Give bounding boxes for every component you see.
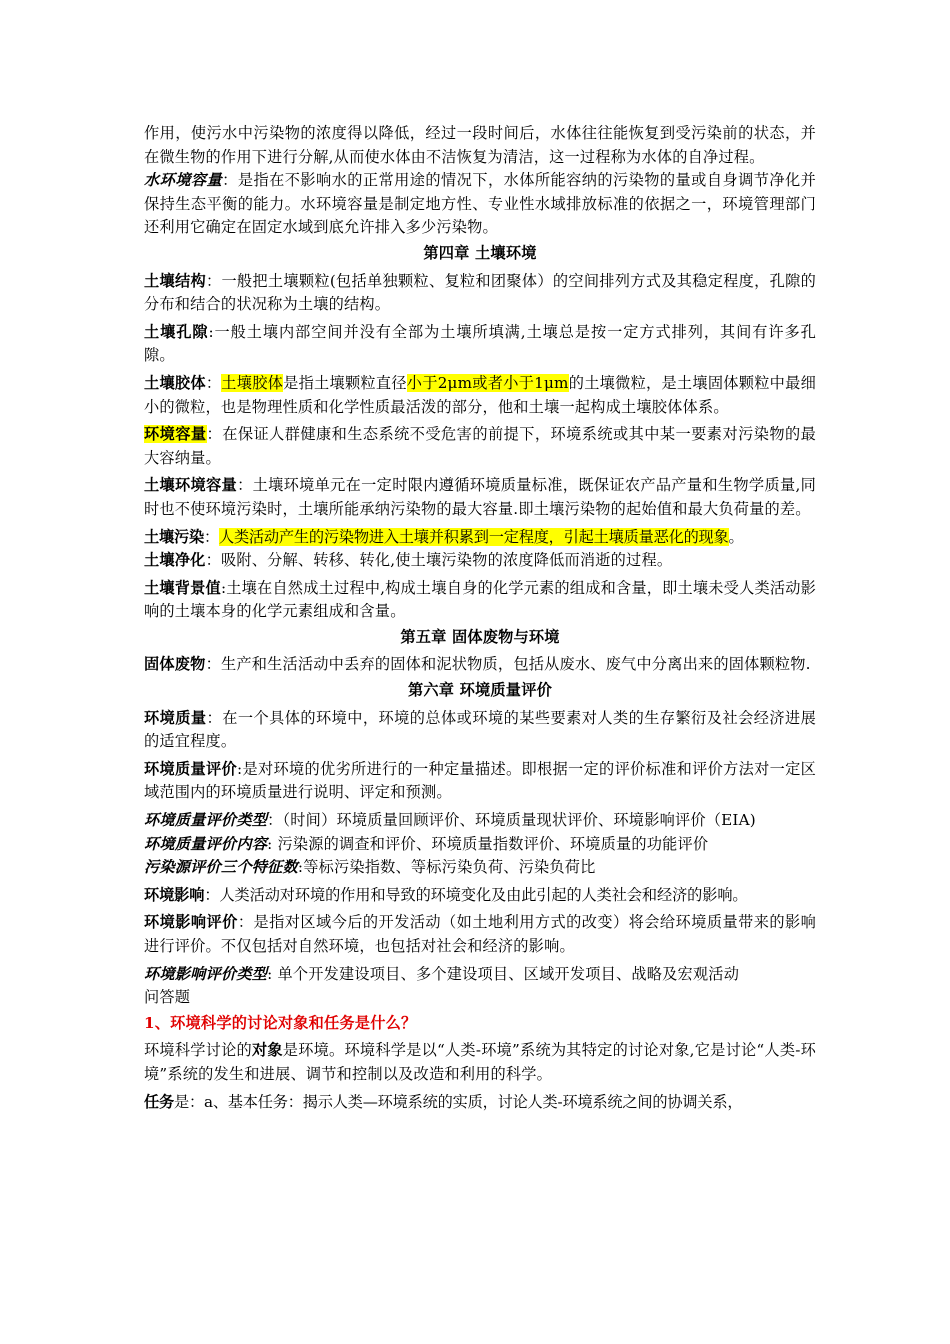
def-soil-structure: 土壤结构：一般把土壤颗粒(包括单独颗粒、复粒和团聚体）的空间排列方式及其稳定程度，孔隙的分布和结合的状况称为土壤的结构。	[144, 271, 816, 314]
def-soil-env-capacity: 土壤环境容量：土壤环境单元在一定时限内遵循环境质量标准，既保证农产品产量和生物学质量,同时也不使环境污染时，土壤所能承纳污染物的最大容量.即土壤污染物的起始值和最大负荷量的差。	[144, 476, 817, 518]
highlight: 土壤胶体	[221, 373, 284, 392]
def-soil-purification: 土壤净化：吸附、分解、转移、转化,使土壤污染物的浓度降低而消逝的过程。	[144, 551, 673, 570]
highlight: 小于2μm或者小于1μm	[406, 373, 569, 392]
term: 土壤环境容量	[144, 476, 238, 495]
term: 土壤胶体	[144, 373, 206, 392]
term: 环境影响评价	[144, 913, 238, 932]
answer-object: 环境科学讨论的对象是环境。环境科学是以“人类-环境”系统为其特定的讨论对象,它是讨论“人类-环境”系统的发生和进展、调节和控制以及改造和利用的科学。	[144, 1041, 816, 1083]
term: 环境容量	[144, 425, 207, 444]
def-water-env-capacity: 水环境容量：是指在不影响水的正常用途的情况下，水体所能容纳的污染物的量或自身调节净化并保持生态平衡的能力。水环境容量是制定地方性、专业性水域排放标准的依据之一，环境管理部门还利用它确定在固定水域到底允许排入多少污染物。	[144, 171, 817, 237]
term: 环境质量评价内容	[144, 834, 268, 853]
term: 水环境容量	[144, 171, 223, 190]
def-env-quality: 环境质量：在一个具体的环境中，环境的总体或环境的某些要素对人类的生存繁衍及社会经济进展的适宜程度。	[144, 708, 816, 751]
term: 环境质量评价	[144, 759, 238, 778]
term: 污染源评价三个特征数	[144, 858, 298, 877]
def-assessment-content: 环境质量评价内容: 污染源的调查和评价、环境质量指数评价、环境质量的功能评价	[144, 834, 709, 853]
term: 土壤净化	[144, 551, 206, 570]
def-assessment-types: 环境质量评价类型：（时间）环境质量回顾评价、环境质量现状评价、环境影响评价（EIA)	[144, 811, 756, 830]
term: 任务	[144, 1092, 174, 1111]
def-env-quality-assessment: 环境质量评价:是对环境的优劣所进行的一种定量描述。即根据一定的评价标准和评价方法对一定区域范围内的环境质量进行说明、评定和预测。	[144, 759, 817, 802]
chapter-4-heading: 第四章 土壤环境	[423, 243, 537, 262]
term: 环境质量	[144, 708, 207, 727]
def-soil-pollution: 土壤污染：人类活动产生的污染物进入土壤并积累到一定程度，引起土壤质量恶化的现象。	[144, 527, 744, 546]
def-env-capacity: 环境容量：在保证人群健康和生态系统不受危害的前提下，环境系统或其中某一要素对污染物的最大容纳量。	[144, 425, 816, 467]
question-1: 1、环境科学的讨论对象和任务是什么？	[144, 1013, 417, 1032]
term: 环境影响	[144, 885, 205, 904]
def-eia: 环境影响评价：是指对区域今后的开发活动（如土地利用方式的改变）将会给环境质量带来的影响进行评价。不仅包括对自然环境，也包括对社会和经济的影响。	[144, 913, 817, 955]
document-page	[144, 122, 816, 1114]
term: 土壤背景值	[144, 578, 221, 597]
term: 环境质量评价类型	[144, 811, 268, 830]
def-env-impact: 环境影响：人类活动对环境的作用和导致的环境变化及由此引起的人类社会和经济的影响。	[144, 885, 748, 904]
term: 固体废物	[144, 655, 206, 674]
answer-tasks: 任务是：a、基本任务：揭示人类—环境系统的实质，讨论人类-环境系统之间的协调关系，	[144, 1092, 743, 1111]
term: 土壤结构	[144, 271, 206, 290]
def-soil-pores: 土壤孔隙:一般土壤内部空间并没有全部为土壤所填满,土壤总是按一定方式排列，其间有许多孔隙。	[144, 322, 816, 365]
bold-word: 对象	[251, 1041, 283, 1060]
chapter-6-heading: 第六章 环境质量评价	[408, 681, 552, 700]
def-soil-colloid: 土壤胶体：土壤胶体是指土壤颗粒直径小于2μm或者小于1μm的土壤微粒，是土壤固体颗粒中最细小的微粒，也是物理性质和化学性质最活泼的部分，他和土壤一起构成土壤胶体体系。	[144, 373, 816, 416]
def-eia-types: 环境影响评价类型: 单个开发建设项目、多个建设项目、区域开发项目、战略及宏观活动	[144, 964, 740, 983]
def-soil-background: 土壤背景值:土壤在自然成土过程中,构成土壤自身的化学元素的组成和含量，即土壤未受人类活动影响的土壤本身的化学元素组成和含量。	[144, 578, 817, 621]
term: 土壤孔隙	[144, 322, 209, 341]
def-pollution-source-features: 污染源评价三个特征数:等标污染指数、等标污染负荷、污染负荷比	[144, 858, 596, 877]
def-solid-waste: 固体废物：生产和生活活动中丢弃的固体和泥状物质，包括从废水、废气中分离出来的固体颗粒物.	[144, 655, 811, 674]
qa-heading: 问答题	[144, 988, 191, 1007]
term: 环境影响评价类型	[144, 964, 268, 983]
highlight: 人类活动产生的污染物进入土壤并积累到一定程度，引起土壤质量恶化的现象	[218, 527, 729, 546]
chapter-5-heading: 第五章 固体废物与环境	[400, 627, 560, 646]
paragraph-self-purification: 作用，使污水中污染物的浓度得以降低，经过一段时间后，水体往往能恢复到受污染前的状态，并在微生物的作用下进行分解,从而使水体由不洁恢复为清洁，这一过程称为水体的自净过程。	[144, 124, 816, 166]
term: 土壤污染	[144, 527, 204, 546]
